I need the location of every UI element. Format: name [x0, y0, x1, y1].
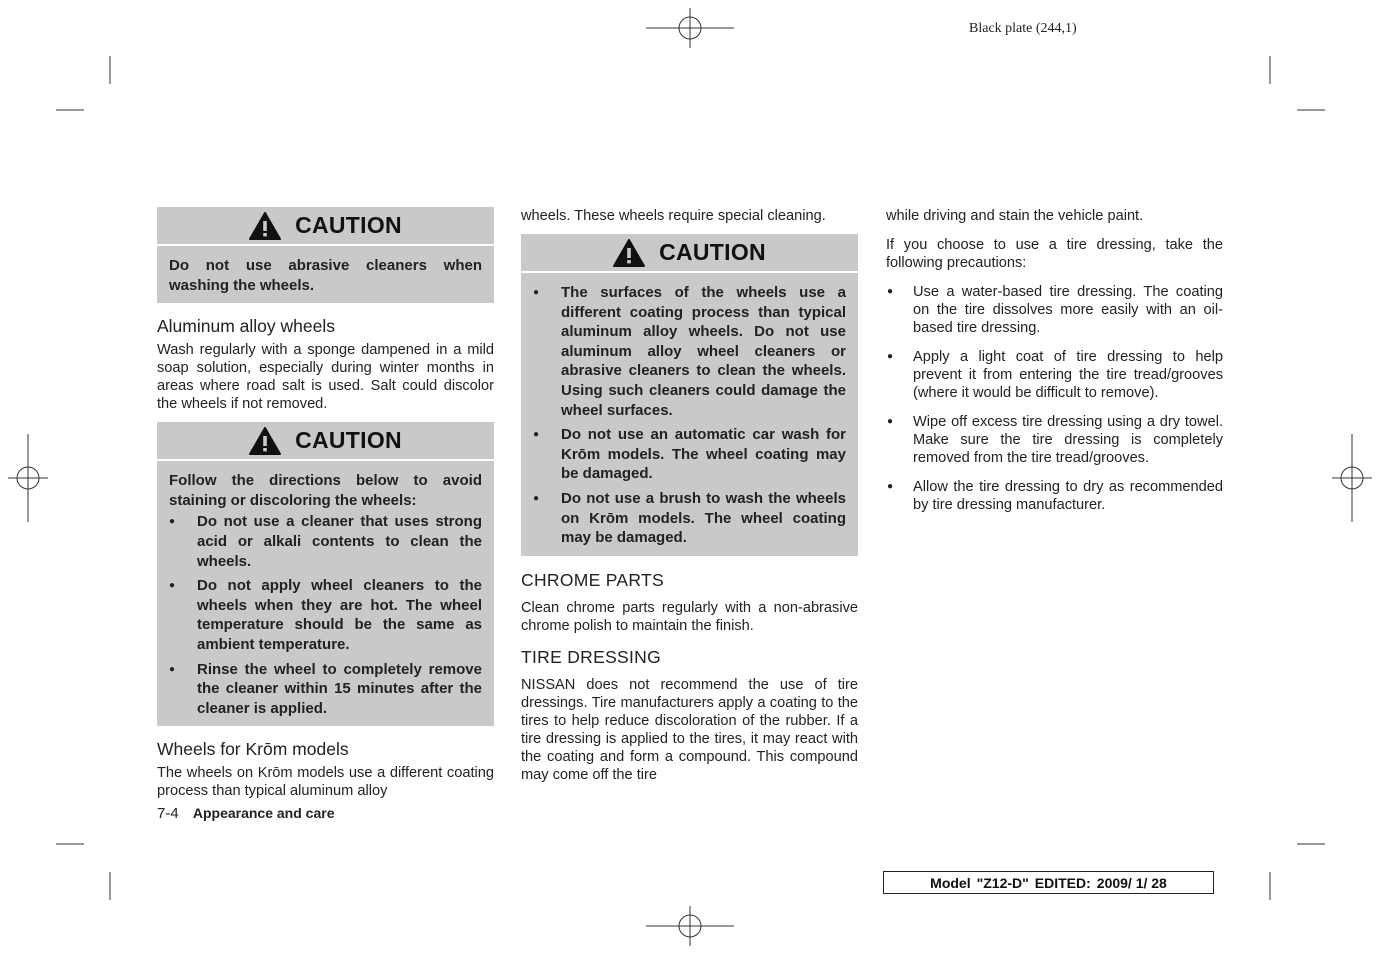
tire-text: NISSAN does not recommend the use of tire dressings. Tire manufacturers apply a coating to the tires to help reduce discoloration of the rubber. If a tire dressing is applied to the tires, it may react with the coating and form a compound. This compound may come off the tire: [521, 676, 858, 783]
list-item: ● Apply a light coat of tire dressing to help prevent it from entering the tire tread/grooves (where it would be difficult to remove).: [886, 348, 1223, 402]
edited-date: 2009/ 1/ 28: [1096, 874, 1167, 891]
caution-list: [169, 512, 482, 718]
krom-heading: Wheels for Krōm models: [157, 739, 349, 760]
caution-list: [533, 283, 846, 548]
warning-triangle-icon: [613, 239, 645, 267]
caution-text: Do not use abrasive cleaners when washing the wheels.: [169, 257, 482, 294]
list-item: ● Use a water-based tire dressing. The coating on the tire dissolves more easily with an oil-based tire dressing.: [886, 283, 1223, 337]
list-item: ● Allow the tire dressing to dry as recommended by tire dressing manufacturer.: [886, 478, 1223, 514]
plate-label: Black plate (244,1): [969, 21, 1077, 36]
list-item: ● Do not use an automatic car wash for Krōm models. The wheel coating may be damaged.: [533, 425, 846, 484]
list-item: ● Wipe off excess tire dressing using a dry towel. Make sure the tire dressing is completely removed from the tire tread/grooves.: [886, 413, 1223, 467]
caution-body: [157, 246, 494, 303]
registration-crosshair-icon: [646, 8, 734, 48]
caution-body: [157, 461, 494, 726]
registration-crosshair-icon: [646, 906, 734, 946]
continued-text: wheels. These wheels require special cleaning.: [521, 208, 826, 224]
list-item: ● Do not use a brush to wash the wheels on Krōm models. The wheel coating may be damaged.: [533, 489, 846, 548]
model-edit-box: [883, 871, 1214, 894]
section-title: Appearance and care: [192, 805, 335, 821]
list-item: ● The surfaces of the wheels use a different coating process than typical aluminum alloy wheels. Do not use aluminum alloy wheel cleaners or abrasive cleaners to clean the wheels. Using such cleaners could damage the wheel surfaces.: [533, 283, 846, 420]
aluminum-heading: Aluminum alloy wheels: [157, 316, 335, 337]
aluminum-text: Wash regularly with a sponge dampened in a mild soap solution, especially during winter months in areas where road salt is used. Salt could discolor the wheels if not removed.: [157, 342, 494, 413]
caution-header: [157, 207, 494, 244]
chrome-heading: CHROME PARTS: [521, 569, 664, 590]
warning-triangle-icon: [249, 427, 281, 455]
list-item: ● Do not apply wheel cleaners to the wheels when they are hot. The wheel temperature should be the same as ambient temperature.: [169, 576, 482, 654]
tire-heading: TIRE DRESSING: [521, 646, 662, 667]
edited-label: EDITED:: [1034, 874, 1091, 891]
page-footer: [157, 805, 334, 822]
column-left: [157, 207, 494, 800]
caution-title: CAUTION: [295, 427, 402, 454]
chrome-text: Clean chrome parts regularly with a non-abrasive chrome polish to maintain the finish.: [521, 599, 858, 634]
precautions-list: [886, 283, 1223, 514]
column-right: [886, 207, 1223, 525]
caution-title: CAUTION: [295, 212, 402, 238]
model-label: Model: [930, 874, 971, 891]
krom-text: The wheels on Krōm models use a different coating process than typical aluminum alloy: [157, 765, 494, 800]
page-number: 7-4: [157, 805, 179, 822]
list-item: ● Rinse the wheel to completely remove the cleaner within 15 minutes after the cleaner is applied.: [169, 660, 482, 719]
column-middle: [521, 207, 858, 784]
caution-header: [157, 422, 494, 459]
list-item: ● Do not use a cleaner that uses strong acid or alkali contents to clean the wheels.: [169, 512, 482, 571]
model-code: "Z12-D": [976, 874, 1029, 891]
caution-body: [521, 273, 858, 556]
continued-text: while driving and stain the vehicle paint.: [886, 208, 1144, 224]
warning-triangle-icon: [249, 212, 281, 240]
caution-title: CAUTION: [659, 239, 766, 265]
registration-crosshair-icon: [8, 434, 48, 522]
caution-intro: Follow the directions below to avoid staining or discoloring the wheels:: [169, 472, 482, 509]
registration-crosshair-icon: [1332, 434, 1372, 522]
intro-text: If you choose to use a tire dressing, take the following precautions:: [886, 237, 1223, 271]
caution-header: [521, 234, 858, 271]
